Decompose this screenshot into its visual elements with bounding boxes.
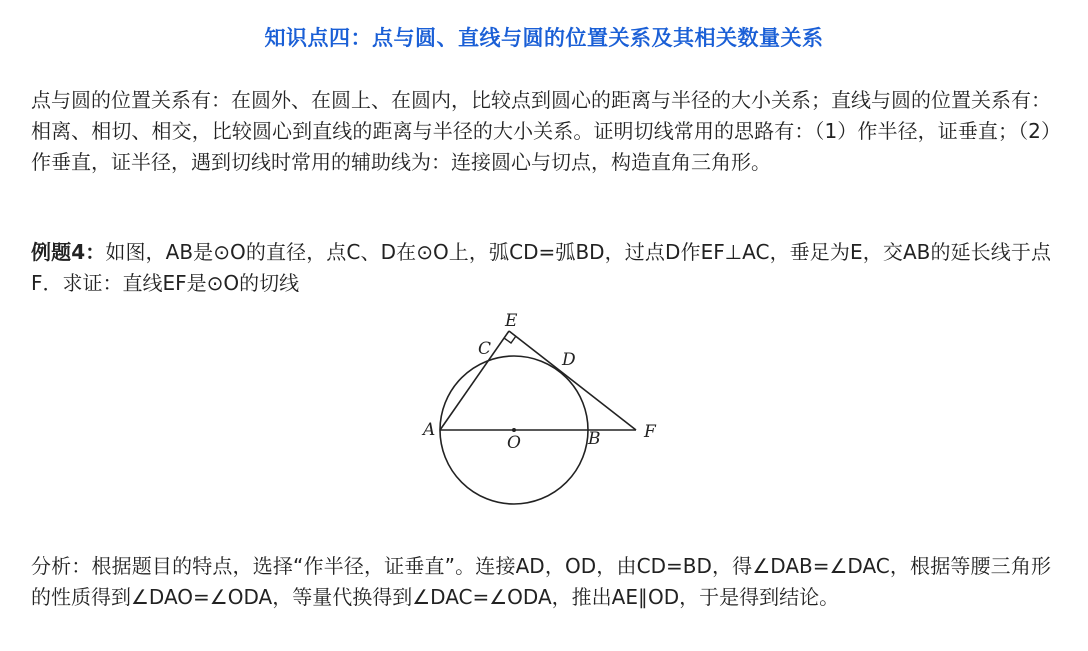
line-ef (509, 331, 636, 430)
intro-paragraph: 点与圆的位置关系有：在圆外、在圆上、在圆内，比较点到圆心的距离与半径的大小关系；直线与圆的位置关系有：相离、相切、相交，比较圆心到直线的距离与半径的大小关系。证明切线常用的思路有：（1）作半径，证垂直；（2）作垂直，证半径，遇到切线时常用的辅助线为：连接圆心与切点，构造直角三角形。 (31, 88, 1051, 174)
label-a: A (423, 420, 436, 440)
label-c: C (478, 339, 492, 359)
label-e: E (505, 311, 518, 331)
label-o: O (507, 433, 521, 453)
right-angle-mark (504, 336, 516, 343)
label-b: B (588, 429, 601, 449)
example-label: 例题4： (31, 240, 106, 264)
label-f: F (644, 422, 656, 442)
analysis-paragraph: 分析：根据题目的特点，选择“作半径，证垂直”。连接AD，OD，由CD=BD，得∠DAB=∠DAC，根据等腰三角形的性质得到∠DAO=∠ODA，等量代换得到∠DAC=∠ODA，推出AE∥OD，于是得到结论。 (31, 554, 1051, 609)
line-ae (440, 331, 509, 430)
section-title: 知识点四：点与圆、直线与圆的位置关系及其相关数量关系 (264, 26, 824, 50)
example-text: 如图，AB是⊙O的直径，点C、D在⊙O上，弧CD=弧BD，过点D作EF⊥AC，垂足为E，交AB的延长线于点F．求证：直线EF是⊙O的切线 (31, 240, 1051, 295)
label-d: D (562, 350, 576, 370)
center-point (512, 428, 516, 432)
example-paragraph (31, 237, 1051, 299)
geometry-figure (418, 308, 668, 513)
